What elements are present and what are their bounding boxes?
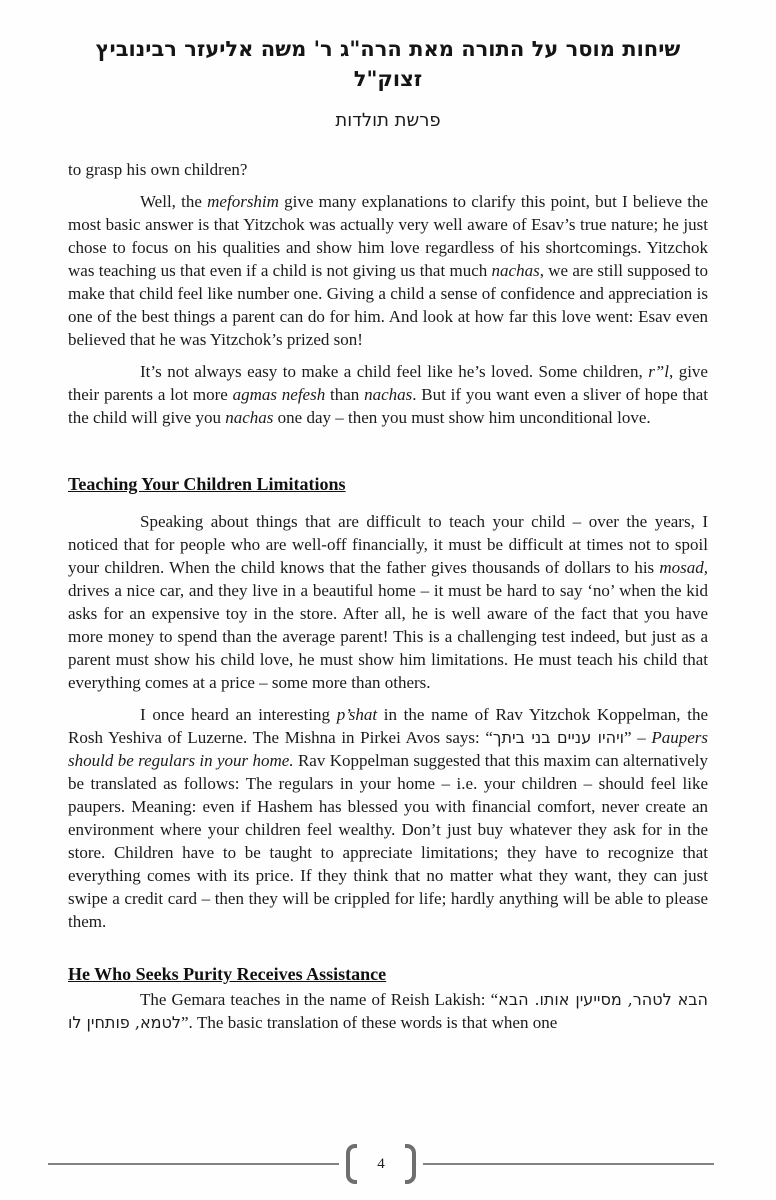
document-body <box>68 158 708 1034</box>
text-run: one day – then you must show him unconditional love. <box>273 408 651 427</box>
parsha-subtitle-hebrew: פרשת תולדות <box>335 110 441 131</box>
text-run: The Gemara teaches in the name of Reish Lakish: “ <box>140 990 499 1009</box>
italic-term: mosad, <box>659 558 708 577</box>
page-footer <box>48 1140 714 1188</box>
text-run: give many explanations to clarify this point, but I believe the most basic answer is that Yitzchok was actually very well aware of Esav’s true nature; he just chose to focus on his qualities and show him love regardless of his shortcomings. Yitzchok was teaching us that even if a child is not giving us that much <box>68 192 708 280</box>
text-run: It’s not always easy to make a child feel like he’s loved. Some children, <box>140 362 649 381</box>
paragraph <box>68 703 708 933</box>
text-run: ” – <box>624 728 652 747</box>
section-heading: He Who Seeks Purity Receives Assistance <box>68 964 387 984</box>
text-run: . But if you want even a sliver of hope that the child will give you <box>68 385 708 427</box>
left-bracket-icon <box>346 1144 357 1184</box>
hebrew-inline-text: הבא לטהר, מסייעין אותו. הבא לטמא, פותחין לו <box>68 990 708 1032</box>
hebrew-inline-text: ויהיו עניים בני ביתך <box>492 728 625 747</box>
text-run: , give their parents a lot more <box>68 362 708 404</box>
text-run: I once heard an interesting <box>140 705 337 724</box>
text-run: Speaking about things that are difficult to teach your child – over the years, I noticed that for people who are well-off financially, it must be difficult at times not to spoil your children. When the child knows that the father gives thousands of dollars to his <box>68 512 708 577</box>
text-run: ”. The basic translation of these words is that when one <box>181 1013 558 1032</box>
italic-term: agmas nefesh <box>232 385 326 404</box>
text-run: in the name of Rav Yitzchok Koppelman, the Rosh Yeshiva of Luzerne. The Mishna in Pirkei Avos says: “ <box>68 705 708 747</box>
paragraph <box>68 190 708 351</box>
italic-term: nachas <box>491 261 540 280</box>
paragraph <box>68 360 708 429</box>
footer-rule-right <box>423 1163 714 1165</box>
italic-term: nachas <box>364 385 413 404</box>
paragraph <box>68 158 708 181</box>
right-bracket-icon <box>405 1144 416 1184</box>
text-run: than <box>325 385 365 404</box>
page-number-ornament <box>339 1144 423 1184</box>
text-run: to grasp his own children? <box>68 160 248 179</box>
text-run: , we are still supposed to make that child feel like number one. Giving a child a sense of confidence and appreciation is one of the best things a parent can do for him. And look at how far this love went: Esav even believed that he was Yitzchok’s prized son! <box>68 261 708 349</box>
footer-rule-left <box>48 1163 339 1165</box>
paragraph <box>68 988 708 1034</box>
text-run: Rav Koppelman suggested that this maxim can alternatively be translated as follows: The regulars in your home – i.e. your children – should feel like paupers. Meaning: even if Hashem has blessed you with financial comfort, never create an environment where your children feel wealthy. Don’t just buy whatever they ask for in the store. Children have to be taught to appreciate limitations; they have to recognize that everything comes with its price. If they think that no matter what they want, they can just swipe a credit card – then they will be crippled for life; hardly anything will be able to please them. <box>68 751 709 931</box>
italic-term: Paupers should be regulars in your home. <box>68 728 708 770</box>
paragraph <box>68 510 708 694</box>
sefer-title-hebrew: שיחות מוסר על התורה מאת הרה"ג ר' משה אליעזר רבינוביץ זצוק"ל <box>95 36 681 91</box>
page-number: 4 <box>377 1155 385 1172</box>
text-run: drives a nice car, and they live in a beautiful home – it must be hard to say ‘no’ when the kid asks for an expensive toy in the store. After all, he is well aware of the fact that you have more money to spend than the average parent! This is a challenging test indeed, but just as a parent must show his child love, he must show him limitations. He must teach his child that everything comes at a price – some more than others. <box>68 581 708 692</box>
document-header <box>68 34 708 133</box>
italic-term: r”l <box>648 362 669 381</box>
italic-term: nachas <box>225 408 274 427</box>
italic-term: meforshim <box>207 192 279 211</box>
text-run: Well, the <box>140 192 208 211</box>
section-heading: Teaching Your Children Limitations <box>68 474 346 494</box>
italic-term: p’shat <box>336 705 378 724</box>
